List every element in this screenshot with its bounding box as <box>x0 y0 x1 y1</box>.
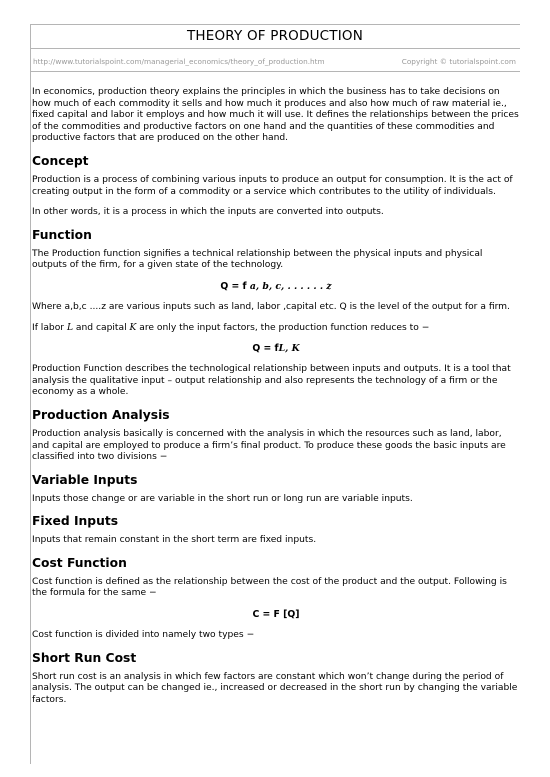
function-paragraph-3 <box>32 323 520 335</box>
production-formula-general <box>32 281 520 293</box>
top-rule <box>30 24 520 25</box>
text-run: and capital <box>73 322 130 333</box>
formula-variables: a, b, c, . . . . . . z <box>249 280 332 292</box>
function-paragraph-2: Where a,b,c ....z are various inputs such as land, labor ,capital etc. Q is the level of the output for a firm. <box>32 301 510 312</box>
left-margin-rule <box>30 24 31 764</box>
capital-variable: K <box>129 322 137 333</box>
section-heading-production-analysis: Production Analysis <box>32 407 170 422</box>
cost-paragraph-2: Cost function is divided into namely two types − <box>32 630 255 641</box>
concept-paragraph-1: Production is a process of combining various inputs to produce an output for consumption. It is the act of creating output in the form of a commodity or a service which contributes to the utility of individuals. <box>32 174 513 197</box>
text-run: are only the input factors, the production function reduces to − <box>136 322 430 333</box>
analysis-paragraph: Production analysis basically is concerned with the analysis in which the resources such as land, labor, and capital are employed to produce a firm’s final product. To produce these goods the basic inputs are classified into two divisions − <box>32 428 506 463</box>
title-underline <box>30 48 520 49</box>
intro-paragraph: In economics, production theory explains the principles in which the business has to take decisions on how much of each commodity it sells and how much it produces and also how much of raw material ie., fixed capital and labor it employs and how much it will use. It defines the relationships between the prices of the commodities and productive factors on one hand and the quantities of these commodities and productive factors that are produced on the other hand. <box>32 87 519 144</box>
formula-prefix: Q = f <box>220 280 247 292</box>
section-heading-function: Function <box>32 227 92 242</box>
header-bottom-rule <box>30 71 520 72</box>
variable-paragraph: Inputs those change or are variable in the short run or long run are variable inputs. <box>32 493 413 504</box>
section-heading-fixed-inputs: Fixed Inputs <box>32 514 119 529</box>
function-paragraph-1: The Production function signifies a technical relationship between the physical inputs and physical outputs of the firm, for a given state of the technology. <box>32 248 483 271</box>
formula-variables: L, K <box>278 343 300 355</box>
labor-variable: L <box>66 322 74 333</box>
text-run: If labor <box>32 322 67 333</box>
section-heading-cost-function: Cost Function <box>32 555 127 570</box>
fixed-paragraph: Inputs that remain constant in the short term are fixed inputs. <box>32 535 317 546</box>
page-title: THEORY OF PRODUCTION <box>186 28 364 44</box>
production-formula-lk <box>32 343 520 355</box>
copyright-notice: Copyright © tutorialspoint.com <box>401 57 516 66</box>
formula-prefix: Q = f <box>252 343 279 355</box>
function-paragraph-4: Production Function describes the technological relationship between inputs and outputs. It is a tool that analysis the qualitative input – output relationship and also represents the technology of a firm or the economy as a whole. <box>32 364 511 398</box>
section-heading-concept: Concept <box>32 153 89 168</box>
concept-paragraph-2: In other words, it is a process in which the inputs are converted into outputs. <box>32 207 384 218</box>
section-heading-variable-inputs: Variable Inputs <box>32 472 138 487</box>
source-url[interactable]: http://www.tutorialspoint.com/managerial_economics/theory_of_production.htm <box>33 57 325 66</box>
cost-formula: C = F [Q] <box>252 609 300 621</box>
article-body <box>32 87 520 715</box>
short-run-paragraph: Short run cost is an analysis in which few factors are constant which won’t change during the period of analysis. The output can be changed ie., increased or decreased in the short run by changing the variable factors. <box>32 671 518 705</box>
section-heading-short-run-cost: Short Run Cost <box>32 650 137 665</box>
cost-paragraph-1: Cost function is defined as the relationship between the cost of the product and the output. Following is the formula for the same − <box>32 576 507 599</box>
